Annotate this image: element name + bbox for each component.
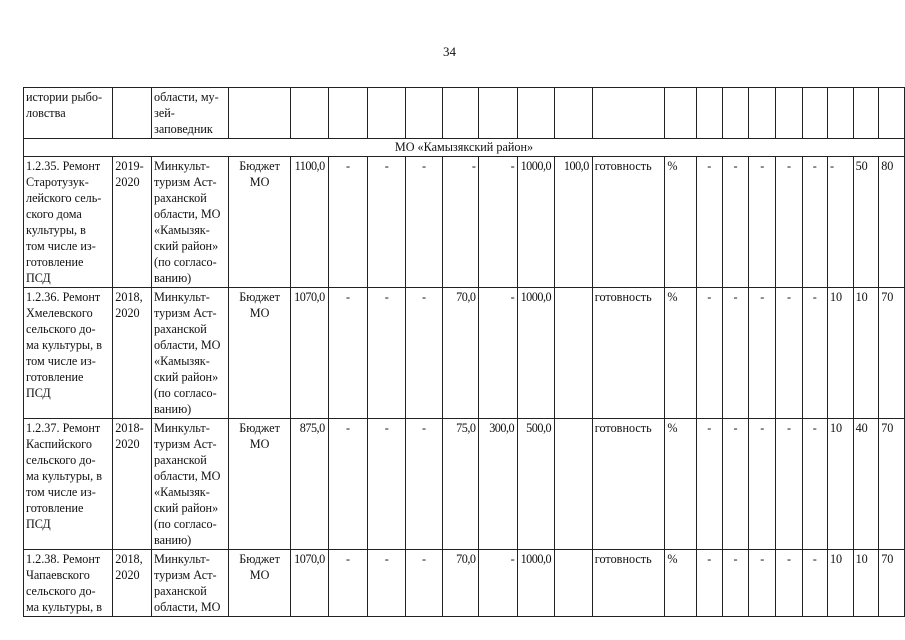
cell-i2020: 50 <box>853 157 879 288</box>
cell-i2015: - <box>722 157 748 288</box>
cell-y2019: 1000,0 <box>518 288 555 419</box>
cell-i2016: - <box>749 288 776 419</box>
cell-y2014: - <box>328 288 368 419</box>
cell-i2016: - <box>749 157 776 288</box>
cell-empty <box>592 88 665 139</box>
cell-y2018: - <box>479 550 518 617</box>
continued-row <box>24 88 905 139</box>
program-table <box>23 87 905 617</box>
cell-name: истории рыбо- ловства <box>24 88 113 139</box>
cell-i2020: 10 <box>853 550 879 617</box>
cell-executor: Минкульт- туризм Аст- раханской области, МО «Камызяк- ский район» (по согласо- ванию) <box>152 157 229 288</box>
cell-total: 1070,0 <box>290 550 328 617</box>
cell-source: Бюджет МО <box>229 550 290 617</box>
cell-y2017: 70,0 <box>442 550 479 617</box>
cell-i2021: 70 <box>879 419 905 550</box>
cell-y2015: - <box>368 550 406 617</box>
cell-y2014: - <box>328 157 368 288</box>
cell-indicator: готовность <box>592 157 665 288</box>
cell-y2020 <box>555 288 593 419</box>
cell-empty <box>722 88 748 139</box>
cell-empty <box>555 88 593 139</box>
cell-empty <box>665 88 696 139</box>
cell-source: Бюджет МО <box>229 288 290 419</box>
cell-i2019: 10 <box>827 419 853 550</box>
cell-y2017: 70,0 <box>442 288 479 419</box>
cell-period: 2018- 2020 <box>113 419 152 550</box>
cell-executor: Минкульт- туризм Аст- раханской области, МО «Камызяк- ский район» (по согласо- ванию) <box>152 288 229 419</box>
cell-y2017: 75,0 <box>442 419 479 550</box>
cell-total: 875,0 <box>290 419 328 550</box>
cell-i2019: - <box>827 157 853 288</box>
cell-period: 2018, 2020 <box>113 550 152 617</box>
cell-y2017: - <box>442 157 479 288</box>
cell-unit: % <box>665 157 696 288</box>
cell-i2014: - <box>696 419 722 550</box>
cell-empty <box>749 88 776 139</box>
cell-y2018: - <box>479 288 518 419</box>
cell-empty <box>853 88 879 139</box>
cell-executor: Минкульт- туризм Аст- раханской области, МО <box>152 550 229 617</box>
cell-empty <box>696 88 722 139</box>
cell-y2019: 1000,0 <box>518 550 555 617</box>
cell-empty <box>827 88 853 139</box>
cell-period: 2019- 2020 <box>113 157 152 288</box>
region-row <box>24 139 905 157</box>
cell-i2021: 70 <box>879 550 905 617</box>
cell-indicator: готовность <box>592 419 665 550</box>
cell-i2021: 70 <box>879 288 905 419</box>
cell-empty <box>479 88 518 139</box>
cell-i2014: - <box>696 157 722 288</box>
cell-i2017: - <box>776 157 802 288</box>
cell-name: 1.2.35. Ремонт Старотузук- лейского сель- ского дома культуры, в том числе из- готовление ПСД <box>24 157 113 288</box>
cell-i2015: - <box>722 288 748 419</box>
cell-i2017: - <box>776 288 802 419</box>
cell-empty <box>518 88 555 139</box>
cell-empty <box>328 88 368 139</box>
cell-i2020: 10 <box>853 288 879 419</box>
table-row <box>24 157 905 288</box>
cell-y2015: - <box>368 419 406 550</box>
cell-empty <box>879 88 905 139</box>
cell-i2016: - <box>749 419 776 550</box>
cell-i2019: 10 <box>827 288 853 419</box>
cell-y2019: 1000,0 <box>518 157 555 288</box>
cell-y2014: - <box>328 550 368 617</box>
page-number: 34 <box>443 44 456 59</box>
cell-empty <box>229 88 290 139</box>
cell-unit: % <box>665 550 696 617</box>
cell-y2020 <box>555 550 593 617</box>
cell-indicator: готовность <box>592 288 665 419</box>
cell-executor: Минкульт- туризм Аст- раханской области, МО «Камызяк- ский район» (по согласо- ванию) <box>152 419 229 550</box>
cell-y2020 <box>555 419 593 550</box>
region-title: МО «Камызякский район» <box>24 139 905 157</box>
cell-y2016: - <box>406 550 443 617</box>
cell-unit: % <box>665 419 696 550</box>
table-row <box>24 419 905 550</box>
cell-empty <box>406 88 443 139</box>
cell-i2016: - <box>749 550 776 617</box>
cell-unit: % <box>665 288 696 419</box>
cell-y2016: - <box>406 157 443 288</box>
cell-y2019: 500,0 <box>518 419 555 550</box>
cell-i2020: 40 <box>853 419 879 550</box>
cell-y2018: - <box>479 157 518 288</box>
cell-i2017: - <box>776 419 802 550</box>
cell-i2015: - <box>722 550 748 617</box>
cell-i2018: - <box>802 288 827 419</box>
cell-y2020: 100,0 <box>555 157 593 288</box>
cell-i2014: - <box>696 288 722 419</box>
cell-empty <box>368 88 406 139</box>
cell-y2015: - <box>368 157 406 288</box>
cell-empty <box>442 88 479 139</box>
cell-total: 1100,0 <box>290 157 328 288</box>
cell-name: 1.2.37. Ремонт Каспийского сельского до- ма культуры, в том числе из- готовление ПСД <box>24 419 113 550</box>
cell-y2016: - <box>406 288 443 419</box>
cell-name: 1.2.38. Ремонт Чапаевского сельского до- ма культуры, в <box>24 550 113 617</box>
cell-i2018: - <box>802 157 827 288</box>
cell-indicator: готовность <box>592 550 665 617</box>
cell-period: 2018, 2020 <box>113 288 152 419</box>
cell-period <box>113 88 152 139</box>
cell-total: 1070,0 <box>290 288 328 419</box>
cell-i2014: - <box>696 550 722 617</box>
cell-i2018: - <box>802 419 827 550</box>
cell-i2018: - <box>802 550 827 617</box>
cell-i2021: 80 <box>879 157 905 288</box>
cell-y2014: - <box>328 419 368 550</box>
cell-empty <box>776 88 802 139</box>
cell-y2015: - <box>368 288 406 419</box>
cell-empty <box>802 88 827 139</box>
cell-i2017: - <box>776 550 802 617</box>
cell-y2016: - <box>406 419 443 550</box>
cell-y2018: 300,0 <box>479 419 518 550</box>
cell-i2019: 10 <box>827 550 853 617</box>
cell-empty <box>290 88 328 139</box>
cell-source: Бюджет МО <box>229 419 290 550</box>
cell-i2015: - <box>722 419 748 550</box>
cell-executor: области, му- зей- заповедник <box>152 88 229 139</box>
cell-name: 1.2.36. Ремонт Хмелевского сельского до- ма культуры, в том числе из- готовление ПСД <box>24 288 113 419</box>
table-row <box>24 288 905 419</box>
cell-source: Бюджет МО <box>229 157 290 288</box>
table-row <box>24 550 905 617</box>
